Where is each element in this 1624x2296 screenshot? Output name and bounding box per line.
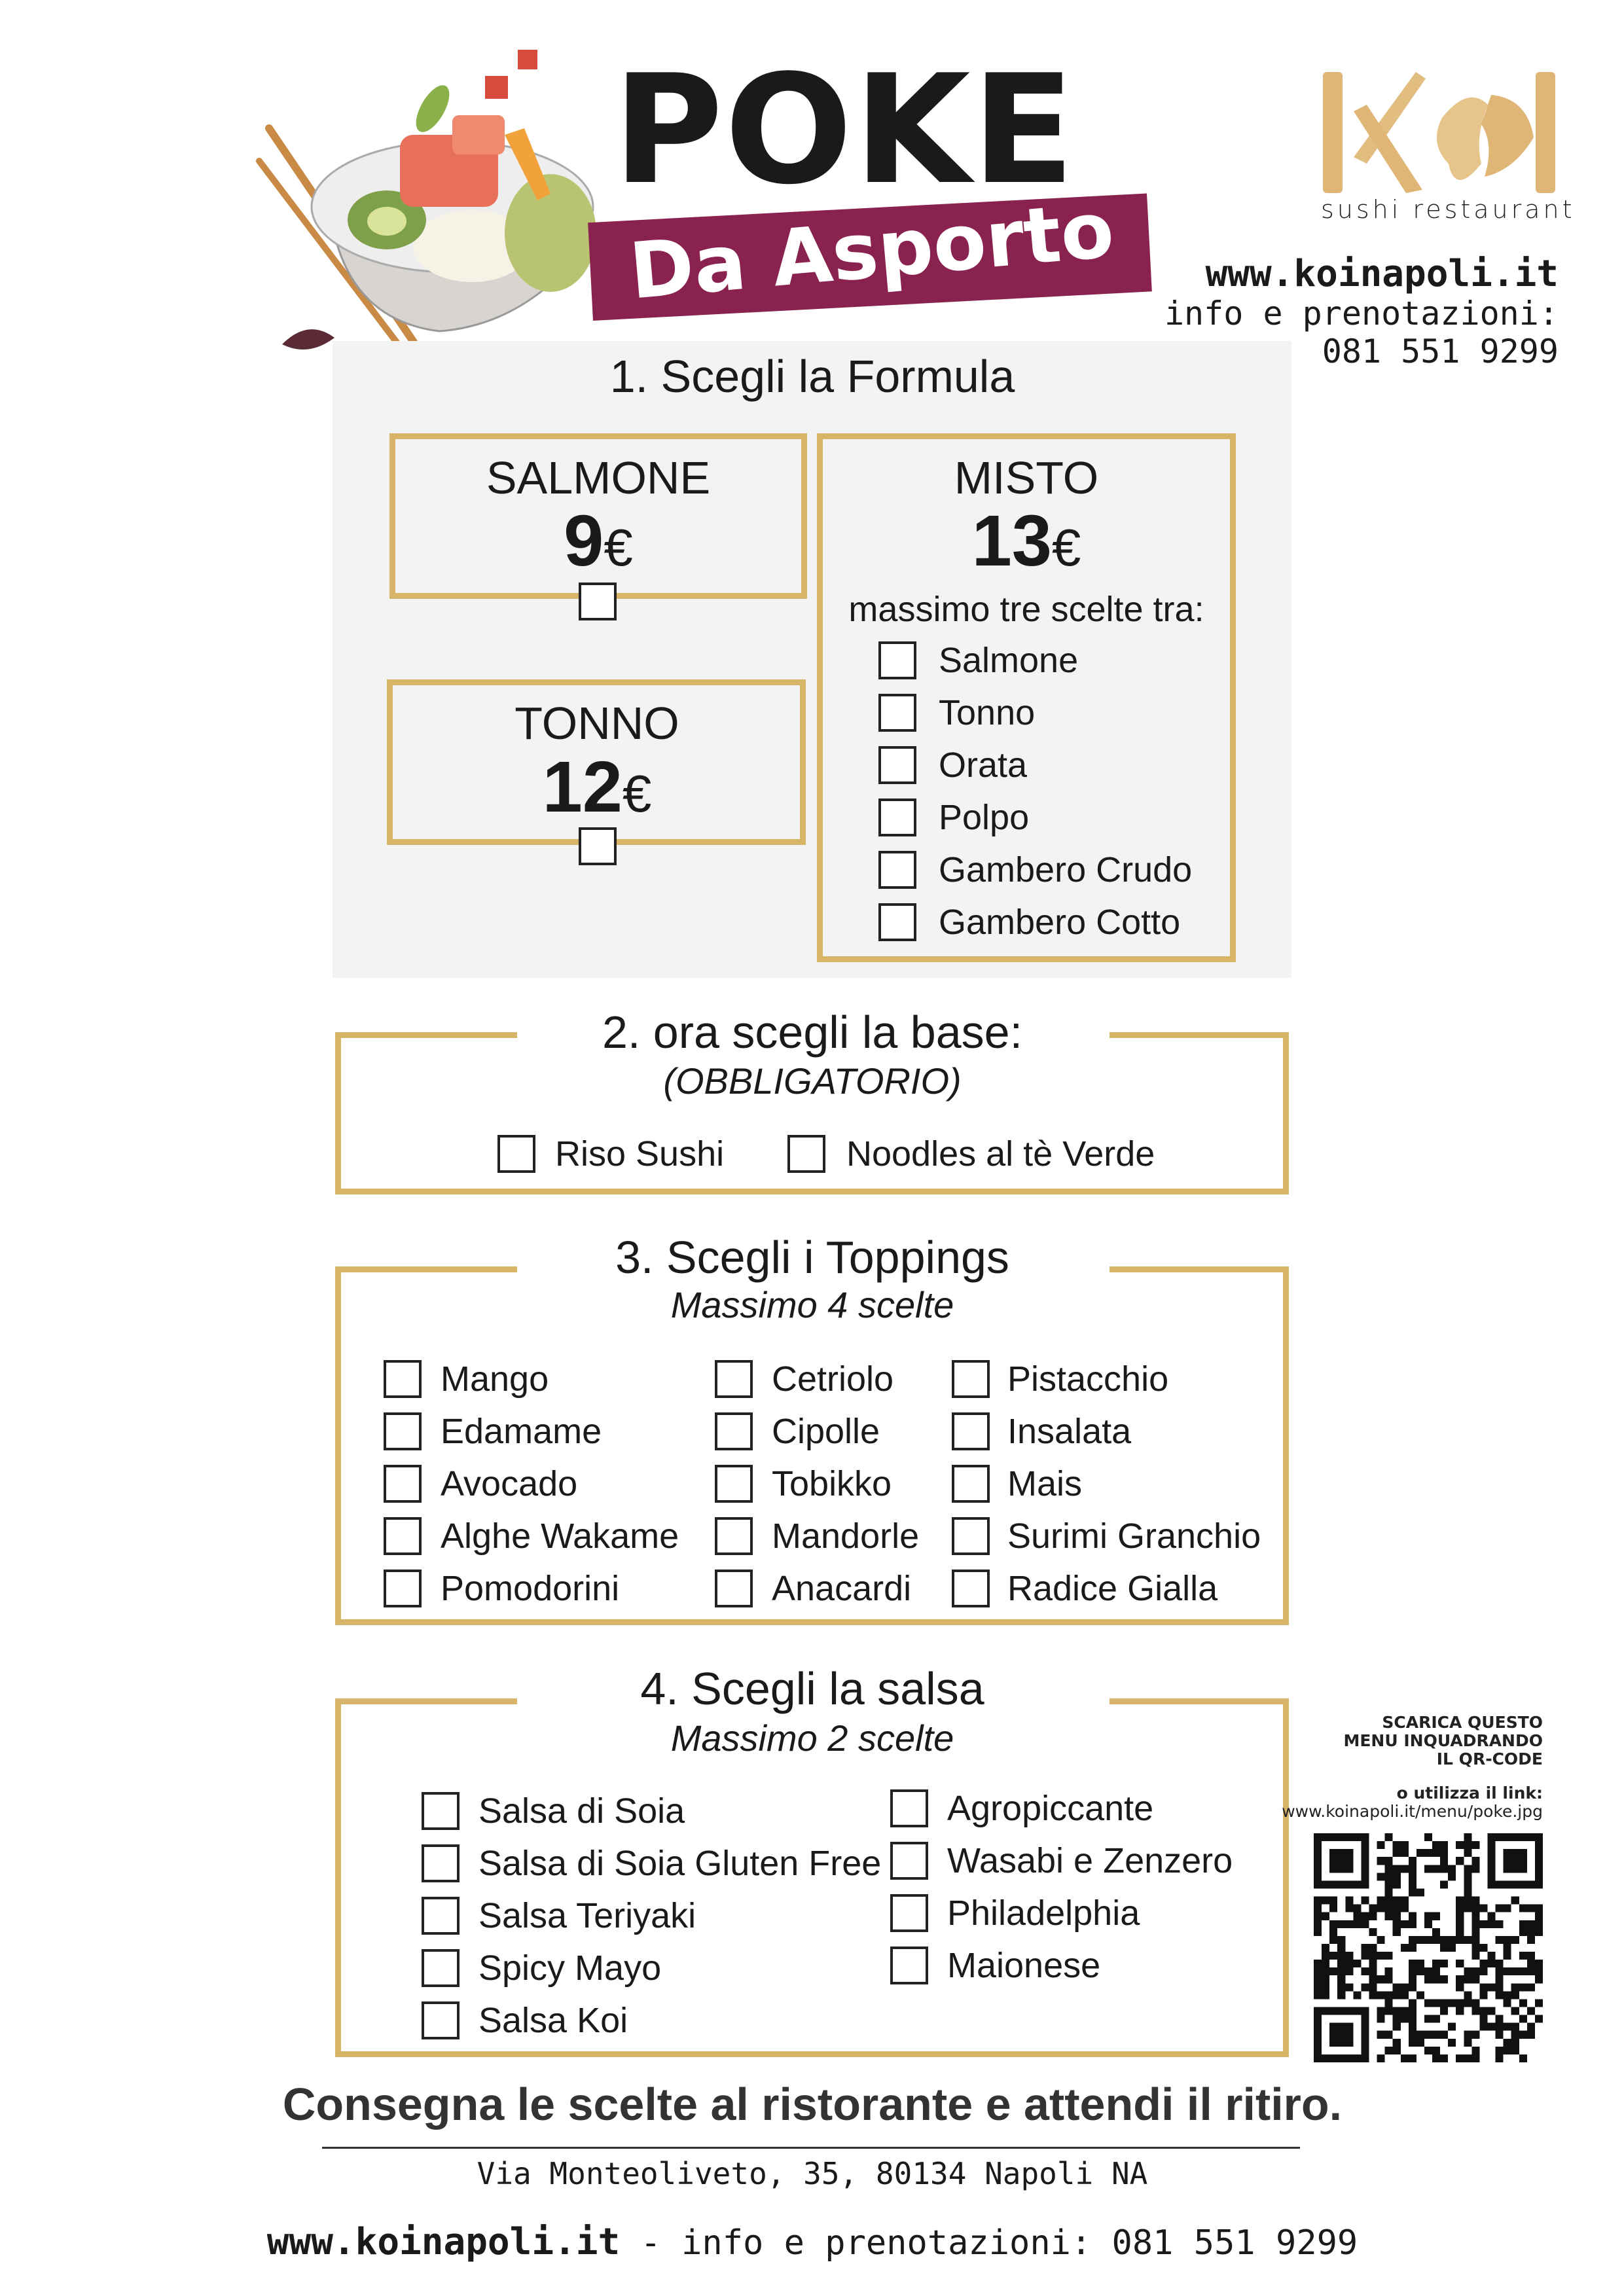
misto-polpo-checkbox[interactable] <box>878 798 916 836</box>
sauce-salsa-koi-checkbox[interactable] <box>422 2001 460 2039</box>
topping-alghe-wakame-label[interactable]: Alghe Wakame <box>441 1516 679 1556</box>
sauce-salsa-di-soia-gluten-free-label[interactable]: Salsa di Soia Gluten Free <box>478 1844 882 1883</box>
topping-cetriolo-checkbox[interactable] <box>715 1360 753 1398</box>
qr-line2: MENU INQUADRANDO <box>1343 1731 1543 1750</box>
topping-pistacchio-checkbox[interactable] <box>952 1360 990 1398</box>
topping-cetriolo-label[interactable]: Cetriolo <box>772 1359 894 1399</box>
qr-line1: SCARICA QUESTO <box>1382 1713 1543 1732</box>
header-phone[interactable]: 081 551 9299 <box>1322 332 1559 370</box>
misto-tonno-label[interactable]: Tonno <box>939 693 1036 732</box>
misto-orata-label[interactable]: Orata <box>939 745 1028 785</box>
sauce-spicy-mayo-label[interactable]: Spicy Mayo <box>478 1948 662 1988</box>
base-riso-sushi-label[interactable]: Riso Sushi <box>555 1134 725 1174</box>
qr-line3: IL QR-CODE <box>1436 1749 1543 1768</box>
topping-edamame-label[interactable]: Edamame <box>441 1412 602 1451</box>
footer-address: Via Monteoliveto, 35, 80134 Napoli NA <box>477 2156 1148 2191</box>
topping-pomodorini-label[interactable]: Pomodorini <box>441 1569 620 1608</box>
topping-avocado-label[interactable]: Avocado <box>441 1464 578 1503</box>
sauce-agropiccante-checkbox[interactable] <box>890 1789 928 1827</box>
topping-radice-gialla-checkbox[interactable] <box>952 1570 990 1607</box>
base-noodles-al-t-verde-checkbox[interactable] <box>787 1135 825 1173</box>
sauce-philadelphia-label[interactable]: Philadelphia <box>947 1893 1140 1933</box>
topping-avocado-checkbox[interactable] <box>384 1465 422 1503</box>
step4-title: 4. Scegli la salsa <box>640 1663 984 1714</box>
topping-anacardi-checkbox[interactable] <box>715 1570 753 1607</box>
topping-edamame-checkbox[interactable] <box>384 1412 422 1450</box>
topping-tobikko-label[interactable]: Tobikko <box>772 1464 892 1503</box>
sauce-salsa-di-soia-label[interactable]: Salsa di Soia <box>478 1791 685 1831</box>
koi-logo <box>1318 65 1560 196</box>
sauce-wasabi-e-zenzero-checkbox[interactable] <box>890 1842 928 1880</box>
topping-mango-label[interactable]: Mango <box>441 1359 549 1399</box>
footer-website[interactable]: www.koinapoli.it <box>266 2221 621 2263</box>
misto-orata-checkbox[interactable] <box>878 746 916 784</box>
sauce-salsa-teriyaki-label[interactable]: Salsa Teriyaki <box>478 1896 696 1935</box>
topping-insalata-checkbox[interactable] <box>952 1412 990 1450</box>
tonno-price: 12€ <box>542 747 652 827</box>
salmone-name: SALMONE <box>486 452 711 503</box>
qr-line4: o utilizza il link: <box>1396 1784 1543 1803</box>
sauce-spicy-mayo-checkbox[interactable] <box>422 1949 460 1987</box>
qr-code[interactable] <box>1314 1833 1543 2062</box>
topping-insalata-label[interactable]: Insalata <box>1007 1412 1132 1451</box>
sauce-salsa-di-soia-gluten-free-checkbox[interactable] <box>422 1844 460 1882</box>
sauce-philadelphia-checkbox[interactable] <box>890 1894 928 1932</box>
sauce-agropiccante-label[interactable]: Agropiccante <box>947 1789 1154 1828</box>
misto-salmone-checkbox[interactable] <box>878 641 916 679</box>
step4-subtitle: Massimo 2 scelte <box>670 1717 954 1759</box>
sauce-salsa-di-soia-checkbox[interactable] <box>422 1792 460 1830</box>
topping-mandorle-label[interactable]: Mandorle <box>772 1516 920 1556</box>
misto-gambero-cotto-checkbox[interactable] <box>878 903 916 941</box>
sauce-salsa-teriyaki-checkbox[interactable] <box>422 1897 460 1935</box>
step3-subtitle: Massimo 4 scelte <box>670 1284 954 1325</box>
topping-surimi-granchio-checkbox[interactable] <box>952 1517 990 1555</box>
misto-name: MISTO <box>954 452 1099 503</box>
step2-title: 2. ora scegli la base: <box>602 1007 1023 1058</box>
topping-mango-checkbox[interactable] <box>384 1360 422 1398</box>
header-website[interactable]: www.koinapoli.it <box>1205 253 1559 295</box>
misto-note: massimo tre scelte tra: <box>848 590 1204 629</box>
footer-contact <box>267 2222 1358 2263</box>
menu-title: POKE <box>613 43 1076 218</box>
sauce-maionese-label[interactable]: Maionese <box>947 1946 1101 1985</box>
step3-title: 3. Scegli i Toppings <box>615 1232 1009 1283</box>
footer-contact-text: - info e prenotazioni: 081 551 9299 <box>620 2223 1358 2263</box>
topping-mais-checkbox[interactable] <box>952 1465 990 1503</box>
step1-title: 1. Scegli la Formula <box>609 351 1015 402</box>
topping-mandorle-checkbox[interactable] <box>715 1517 753 1555</box>
topping-anacardi-label[interactable]: Anacardi <box>772 1569 912 1608</box>
sauce-maionese-checkbox[interactable] <box>890 1946 928 1984</box>
topping-mais-label[interactable]: Mais <box>1007 1464 1083 1503</box>
qr-instructions <box>1282 1713 1543 1821</box>
tonno-checkbox[interactable] <box>579 827 617 865</box>
misto-gambero-cotto-label[interactable]: Gambero Cotto <box>939 903 1181 942</box>
base-noodles-al-t-verde-label[interactable]: Noodles al tè Verde <box>846 1134 1155 1174</box>
tonno-name: TONNO <box>514 698 679 749</box>
topping-cipolle-checkbox[interactable] <box>715 1412 753 1450</box>
topping-cipolle-label[interactable]: Cipolle <box>772 1412 880 1451</box>
salmone-checkbox[interactable] <box>579 583 617 620</box>
pickup-instructions: Consegna le scelte al ristorante e attendi il ritiro. <box>282 2079 1343 2130</box>
topping-tobikko-checkbox[interactable] <box>715 1465 753 1503</box>
misto-gambero-crudo-checkbox[interactable] <box>878 851 916 889</box>
topping-pistacchio-label[interactable]: Pistacchio <box>1007 1359 1169 1399</box>
step2-subtitle: (OBBLIGATORIO) <box>663 1060 962 1102</box>
salmone-price: 9€ <box>564 501 633 581</box>
topping-pomodorini-checkbox[interactable] <box>384 1570 422 1607</box>
misto-price: 13€ <box>971 501 1081 581</box>
misto-salmone-label[interactable]: Salmone <box>939 641 1079 680</box>
misto-tonno-checkbox[interactable] <box>878 694 916 732</box>
logo-subtitle: sushi restaurant <box>1321 195 1576 224</box>
misto-polpo-label[interactable]: Polpo <box>939 798 1030 837</box>
misto-gambero-crudo-label[interactable]: Gambero Crudo <box>939 850 1193 889</box>
topping-surimi-granchio-label[interactable]: Surimi Granchio <box>1007 1516 1261 1556</box>
poke-bowl-illustration <box>256 37 603 364</box>
footer-divider <box>322 2147 1300 2149</box>
sauce-salsa-koi-label[interactable]: Salsa Koi <box>478 2001 628 2040</box>
base-riso-sushi-checkbox[interactable] <box>497 1135 535 1173</box>
qr-link[interactable]: www.koinapoli.it/menu/poke.jpg <box>1282 1802 1543 1821</box>
topping-alghe-wakame-checkbox[interactable] <box>384 1517 422 1555</box>
header-info-label: info e prenotazioni: <box>1164 295 1559 332</box>
banner-text: Da Asporto <box>626 184 1117 317</box>
topping-radice-gialla-label[interactable]: Radice Gialla <box>1007 1569 1218 1608</box>
sauce-wasabi-e-zenzero-label[interactable]: Wasabi e Zenzero <box>947 1841 1233 1880</box>
